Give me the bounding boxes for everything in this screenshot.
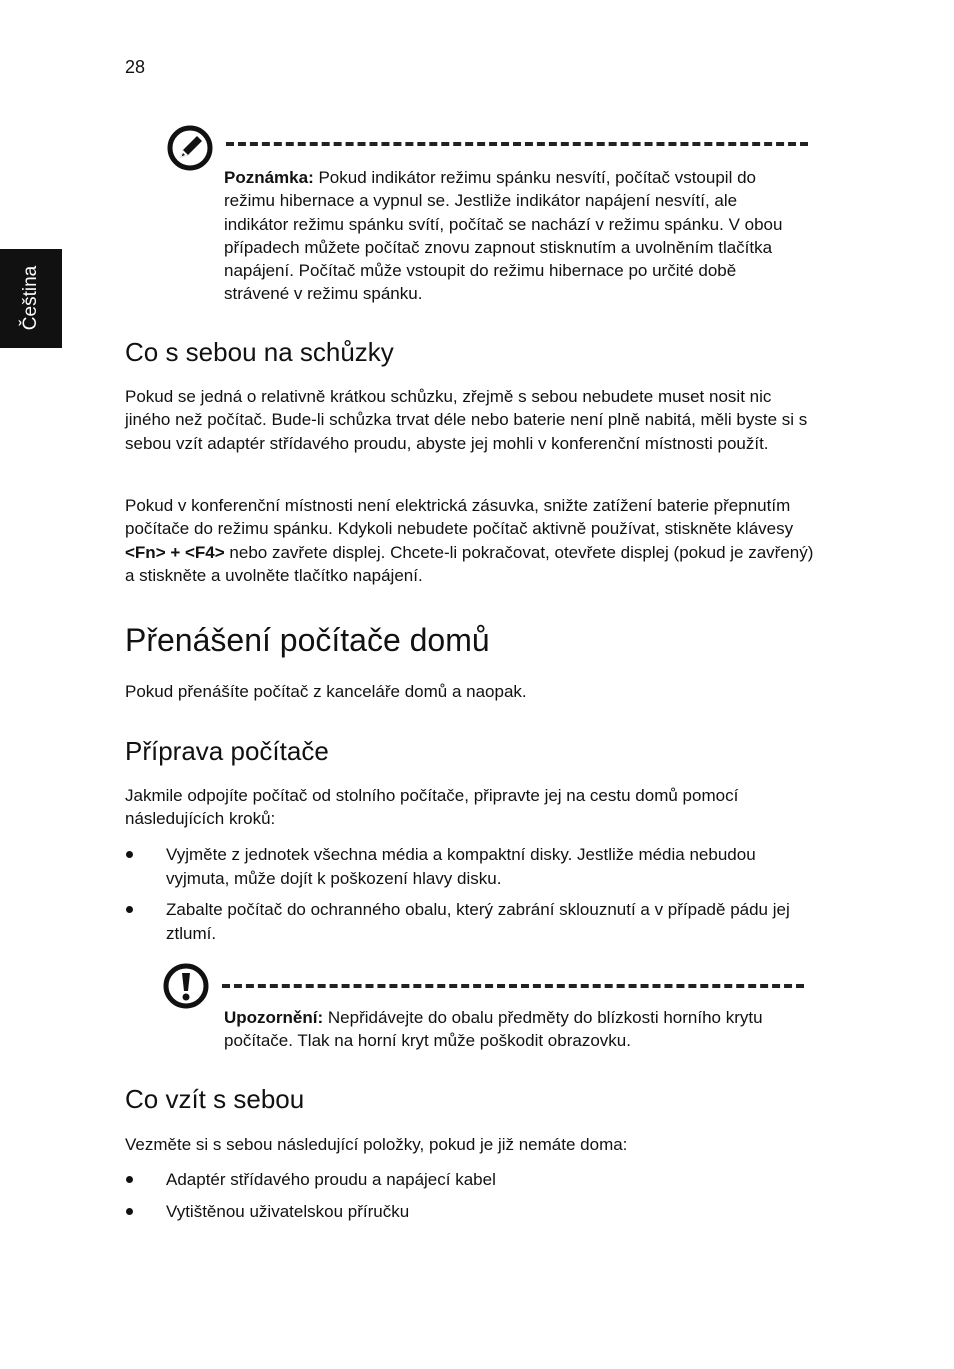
what-to-take-intro: Vezměte si s sebou následující položky, pokud je již nemáte doma: <box>125 1135 628 1154</box>
section-heading-preparation: Příprava počítače <box>125 736 329 766</box>
exclamation-warning-icon <box>162 962 210 1010</box>
note-text <box>224 166 804 306</box>
warning-body: Nepřidávejte do obalu předměty do blízkosti horního krytu počítače. Tlak na horní kryt může poškodit obrazovku. <box>224 1008 763 1051</box>
meetings-paragraph-1: Pokud se jedná o relativně krátkou schůzku, zřejmě s sebou nebudete muset nosit nic jiného než počítač. Bude-li schůzka trvat déle nebo baterie není plně nabitá, měli byste si s sebou vzít adaptér střídavého proudu, abyste jej mohli v konferenční místnosti použít. <box>125 387 808 453</box>
note-divider <box>226 142 808 146</box>
warning-text <box>224 1006 804 1053</box>
preparation-intro: Jakmile odpojíte počítač od stolního počítače, připravte jej na cestu domů pomocí následujících kroků: <box>125 786 739 829</box>
meetings-paragraph-2-start: Pokud v konferenční místnosti není elektrická zásuvka, snižte zatížení baterie přepnutím počítače do režimu spánku. Kdykoli nebudete počítač aktivně používat, stiskněte klávesy <box>125 496 794 539</box>
section-heading-what-to-take: Co vzít s sebou <box>125 1084 305 1114</box>
preparation-bullet-1: Vyjměte z jednotek všechna média a kompaktní disky. Jestliže média nebudou vyjmuta, může dojít k poškození hlavy disku. <box>166 845 756 888</box>
note-body: Pokud indikátor režimu spánku nesvítí, počítač vstoupil do režimu hibernace a vypnul se. Jestliže indikátor napájení nesvítí, ale indikátor režimu spánku svítí, počítač se nachází v režimu spánku. V obou případech můžete počítač znovu zapnout stisknutím a uvolněním tlačítka napájení. Počítač může vstoupit do režimu hibernace po určité době strávené v režimu spánku. <box>224 168 783 304</box>
language-side-tab <box>0 249 62 348</box>
what-to-take-bullet-1: Adaptér střídavého proudu a napájecí kabel <box>166 1170 496 1189</box>
warning-label: Upozornění: <box>224 1008 324 1027</box>
bullet-dot <box>126 1176 133 1183</box>
bullet-dot <box>126 851 133 858</box>
bullet-dot <box>126 906 133 913</box>
page-number: 28 <box>125 57 146 77</box>
warning-divider <box>222 984 804 988</box>
meetings-paragraph-2 <box>125 494 815 587</box>
bullet-dot <box>126 1208 133 1215</box>
section-heading-meetings: Co s sebou na schůzky <box>125 337 394 367</box>
note-pencil-icon <box>166 124 214 172</box>
key-combination: <Fn> + <F4> <box>125 542 225 562</box>
home-intro: Pokud přenášíte počítač z kanceláře domů a naopak. <box>125 682 527 701</box>
what-to-take-bullet-2: Vytištěnou uživatelskou příručku <box>166 1202 410 1221</box>
note-label: Poznámka: <box>224 168 314 187</box>
meetings-paragraph-2-end: nebo zavřete displej. Chcete-li pokračovat, otevřete displej (pokud je zavřený) a stiskněte a uvolněte tlačítko napájení. <box>125 542 814 585</box>
preparation-bullet-2: Zabalte počítač do ochranného obalu, který zabrání sklouznutí a v případě pádu jej ztlumí. <box>166 900 790 943</box>
language-tab-label: Čeština <box>20 265 41 331</box>
section-heading-home: Přenášení počítače domů <box>125 622 490 658</box>
